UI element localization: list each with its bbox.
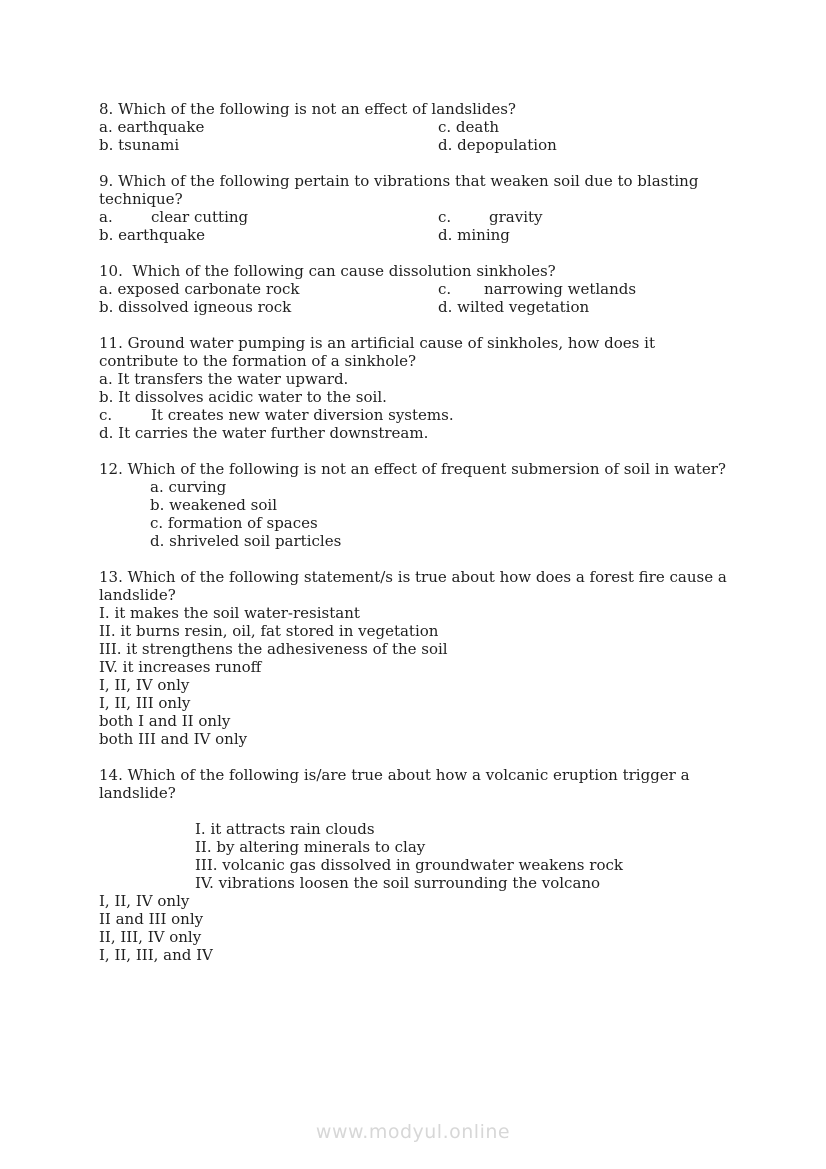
text-segment: landslide? bbox=[99, 784, 176, 802]
text-line bbox=[99, 388, 739, 406]
text-line bbox=[99, 784, 739, 802]
text-segment: I, II, III, and IV bbox=[99, 946, 213, 964]
text-segment: II and III only bbox=[99, 910, 204, 928]
text-segment: a. earthquake bbox=[99, 118, 205, 136]
text-line bbox=[99, 172, 739, 190]
text-line bbox=[99, 118, 739, 136]
text-segment: landslide? bbox=[99, 586, 176, 604]
text-line bbox=[99, 478, 739, 496]
text-segment: d. It carries the water further downstream. bbox=[99, 424, 429, 442]
text-line bbox=[99, 910, 739, 928]
text-segment: I, II, III only bbox=[99, 694, 191, 712]
text-line bbox=[99, 640, 739, 658]
text-line bbox=[99, 406, 739, 424]
text-line bbox=[99, 190, 739, 208]
text-segment: I. it attracts rain clouds bbox=[195, 820, 375, 838]
text-line bbox=[99, 100, 739, 118]
text-segment: II. by altering minerals to clay bbox=[195, 838, 426, 856]
watermark-text: www.modyul.online bbox=[315, 1121, 511, 1143]
text-line bbox=[99, 334, 739, 352]
text-line bbox=[99, 586, 739, 604]
text-line bbox=[99, 730, 739, 748]
text-line bbox=[99, 892, 739, 910]
question-8 bbox=[99, 100, 739, 154]
text-line bbox=[99, 820, 739, 838]
text-segment: narrowing wetlands bbox=[484, 280, 637, 298]
text-segment: 9. Which of the following pertain to vibrations that weaken soil due to blasting bbox=[99, 172, 699, 190]
text-line bbox=[99, 496, 739, 514]
text-segment: c. bbox=[99, 406, 113, 424]
text-segment: b. It dissolves acidic water to the soil. bbox=[99, 388, 387, 406]
text-segment: II. it burns resin, oil, fat stored in vegetation bbox=[99, 622, 439, 640]
text-segment: d. shriveled soil particles bbox=[150, 532, 342, 550]
question-9 bbox=[99, 172, 739, 244]
text-segment: both III and IV only bbox=[99, 730, 248, 748]
text-segment: b. weakened soil bbox=[150, 496, 277, 514]
question-12 bbox=[99, 460, 739, 550]
text-segment: IV. it increases runoff bbox=[99, 658, 262, 676]
quiz-questions bbox=[99, 100, 739, 982]
text-line bbox=[99, 208, 739, 226]
text-segment: III. it strengthens the adhesiveness of the soil bbox=[99, 640, 448, 658]
text-segment: II, III, IV only bbox=[99, 928, 202, 946]
question-13 bbox=[99, 568, 739, 748]
text-line bbox=[99, 280, 739, 298]
text-segment: 11. Ground water pumping is an artificial cause of sinkholes, how does it bbox=[99, 334, 655, 352]
text-segment: 10. Which of the following can cause dissolution sinkholes? bbox=[99, 262, 556, 280]
text-line bbox=[99, 460, 739, 478]
question-10 bbox=[99, 262, 739, 316]
text-line bbox=[99, 622, 739, 640]
text-segment: technique? bbox=[99, 190, 183, 208]
text-line bbox=[99, 532, 739, 550]
text-segment: gravity bbox=[489, 208, 543, 226]
text-segment: 14. Which of the following is/are true about how a volcanic eruption trigger a bbox=[99, 766, 690, 784]
text-line bbox=[99, 370, 739, 388]
text-line bbox=[99, 658, 739, 676]
text-segment: It creates new water diversion systems. bbox=[151, 406, 454, 424]
text-segment: b. earthquake bbox=[99, 226, 205, 244]
text-line bbox=[99, 856, 739, 874]
text-line bbox=[99, 838, 739, 856]
text-line bbox=[99, 874, 739, 892]
text-segment: 13. Which of the following statement/s is true about how does a forest fire cause a bbox=[99, 568, 727, 586]
text-line bbox=[99, 766, 739, 784]
text-line bbox=[99, 352, 739, 370]
text-line bbox=[99, 712, 739, 730]
text-segment: c. bbox=[438, 280, 452, 298]
blank-line bbox=[99, 802, 739, 820]
text-segment: IV. vibrations loosen the soil surrounding the volcano bbox=[195, 874, 601, 892]
text-segment: c. formation of spaces bbox=[150, 514, 318, 532]
text-line bbox=[99, 298, 739, 316]
text-line bbox=[99, 262, 739, 280]
text-segment: c. bbox=[438, 208, 452, 226]
text-segment: d. depopulation bbox=[438, 136, 557, 154]
text-line bbox=[99, 568, 739, 586]
text-segment: d. wilted vegetation bbox=[438, 298, 590, 316]
text-segment: b. dissolved igneous rock bbox=[99, 298, 292, 316]
text-segment: contribute to the formation of a sinkhole? bbox=[99, 352, 417, 370]
question-14 bbox=[99, 766, 739, 964]
text-segment: c. death bbox=[438, 118, 500, 136]
text-line bbox=[99, 928, 739, 946]
text-segment: III. volcanic gas dissolved in groundwater weakens rock bbox=[195, 856, 623, 874]
text-segment: 8. Which of the following is not an effect of landslides? bbox=[99, 100, 516, 118]
text-segment: 12. Which of the following is not an effect of frequent submersion of soil in water? bbox=[99, 460, 726, 478]
text-segment: d. mining bbox=[438, 226, 510, 244]
text-segment: a. It transfers the water upward. bbox=[99, 370, 349, 388]
text-line bbox=[99, 604, 739, 622]
text-segment: a. exposed carbonate rock bbox=[99, 280, 300, 298]
text-segment: I. it makes the soil water-resistant bbox=[99, 604, 360, 622]
text-segment: a. bbox=[99, 208, 113, 226]
text-line bbox=[99, 676, 739, 694]
text-line bbox=[99, 694, 739, 712]
text-segment: I, II, IV only bbox=[99, 676, 190, 694]
text-line bbox=[99, 424, 739, 442]
text-segment: clear cutting bbox=[151, 208, 249, 226]
text-line bbox=[99, 946, 739, 964]
text-segment: a. curving bbox=[150, 478, 227, 496]
text-segment: I, II, IV only bbox=[99, 892, 190, 910]
question-11 bbox=[99, 334, 739, 442]
text-segment: b. tsunami bbox=[99, 136, 180, 154]
text-segment: both I and II only bbox=[99, 712, 231, 730]
text-line bbox=[99, 136, 739, 154]
text-line bbox=[99, 514, 739, 532]
text-line bbox=[99, 226, 739, 244]
